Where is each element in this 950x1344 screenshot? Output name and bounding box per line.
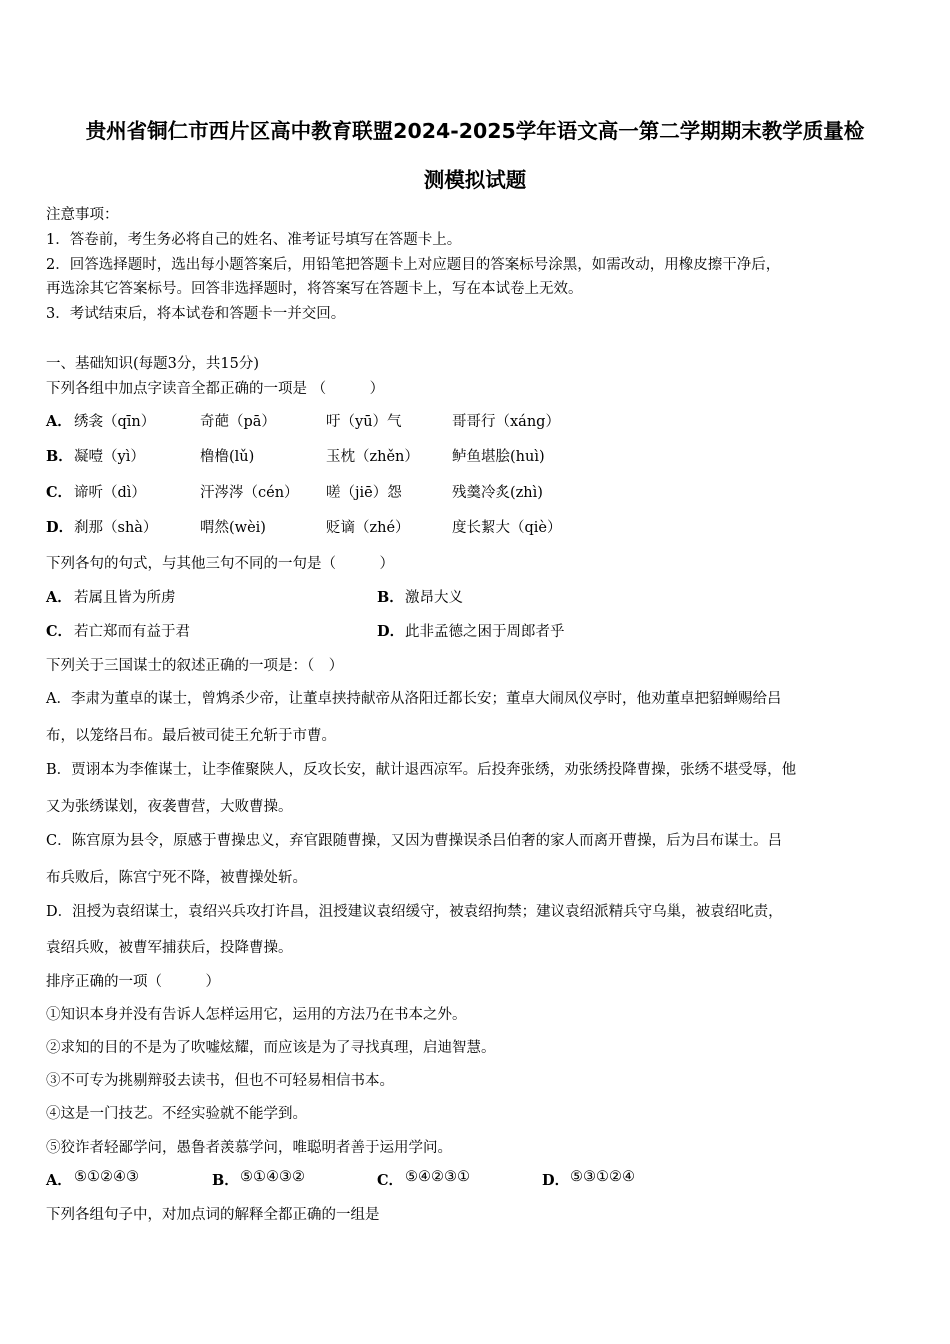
option-label: B． (46, 448, 73, 465)
option-cell: 嗟（jiē）怨 (326, 485, 402, 501)
question-3-line: D．沮授为袁绍谋士，袁绍兴兵攻打许昌，沮授建议袁绍缓守，被袁绍拘禁；建议袁绍派精兵守乌巢，被袁绍叱责， (46, 904, 783, 920)
question-4-item: ④这是一门技艺。不经实验就不能学到。 (46, 1106, 307, 1122)
question-4-item: ②求知的目的不是为了吹嘘炫耀，而应该是为了寻找真理，启迪智慧。 (46, 1040, 496, 1056)
option-label: C． (377, 1172, 404, 1189)
option-cell: 谛听（dì） (74, 485, 146, 501)
question-3-line: 布，以笼络吕布。最后被司徒王允斩于市曹。 (46, 728, 336, 744)
question-4-item: ①知识本身并没有告诉人怎样运用它，运用的方法乃在书本之外。 (46, 1007, 467, 1023)
option-cell: 吁（yū）气 (326, 414, 402, 430)
option-cell: 绣衾（qīn） (74, 414, 156, 430)
option-cell: 喟然(wèi) (200, 520, 266, 536)
option-label: C． (46, 484, 73, 501)
option-cell: 橹橹(lǔ) (200, 449, 255, 465)
option-cell: 凝噎（yì） (74, 449, 145, 465)
option-cell: 哥哥行（xáng） (452, 414, 560, 430)
question-3-stem: 下列关于三国谋士的叙述正确的一项是：（ ） (46, 658, 344, 674)
option-text: 激昂大义 (405, 590, 463, 606)
question-3-line: A．李肃为董卓的谋士，曾鸩杀少帝，让董卓挟持献帝从洛阳迁都长安；董卓大闹凤仪亭时，他劝董卓把貂蝉赐给吕 (46, 691, 782, 707)
option-cell: 奇葩（pā） (200, 414, 276, 430)
option-text: ⑤①②④③ (74, 1169, 139, 1185)
exam-title-line2: 测模拟试题 (423, 168, 527, 192)
option-label: A． (46, 413, 72, 430)
option-text: ⑤③①②④ (570, 1169, 635, 1185)
section-heading: 一、基础知识(每题3分，共15分) (46, 356, 259, 372)
notice-item: 1．答卷前，考生务必将自己的姓名、准考证号填写在答题卡上。 (46, 232, 462, 248)
option-text: ⑤④②③① (405, 1169, 470, 1185)
question-3-line: 布兵败后，陈宫宁死不降，被曹操处斩。 (46, 870, 307, 886)
exam-title-line1: 贵州省铜仁市西片区高中教育联盟2024-2025学年语文高一第二学期期末教学质量检 (85, 119, 865, 143)
option-label: D． (377, 623, 405, 640)
option-cell: 贬谪（zhé） (326, 520, 410, 536)
question-4-item: ③不可专为挑剔辩驳去读书，但也不可轻易相信书本。 (46, 1073, 394, 1089)
question-3-line: 又为张绣谋划，夜袭曹营，大败曹操。 (46, 799, 293, 815)
question-4-stem: 排序正确的一项（ ） (46, 974, 220, 990)
option-cell: 残羹冷炙(zhì) (452, 485, 543, 501)
option-cell: 度长絜大（qiè） (452, 520, 562, 536)
option-cell: 鲈鱼堪脍(huì) (452, 449, 545, 465)
question-3-line: B．贾诩本为李傕谋士，让李傕聚陕人，反攻长安，献计退西凉军。后投奔张绣，劝张绣投降曹操，张绣不堪受辱，他 (46, 762, 797, 778)
option-text: 若属且皆为所虏 (74, 590, 176, 606)
notice-item: 再选涂其它答案标号。回答非选择题时，将答案写在答题卡上，写在本试卷上无效。 (46, 281, 583, 297)
question-1-stem: 下列各组中加点字读音全都正确的一项是 （ ） (46, 381, 385, 397)
option-label: D． (46, 519, 74, 536)
option-text: 此非孟德之困于周郎者乎 (405, 624, 565, 640)
option-cell: 刹那（shà） (74, 520, 158, 536)
option-cell: 玉枕（zhěn） (326, 449, 419, 465)
option-label: A． (46, 589, 72, 606)
question-5-stem: 下列各组句子中，对加点词的解释全都正确的一组是 (46, 1207, 380, 1223)
option-cell: 汗涔涔（cén） (200, 485, 299, 501)
option-text: ⑤①④③② (240, 1169, 305, 1185)
notice-item: 3．考试结束后，将本试卷和答题卡一并交回。 (46, 306, 346, 322)
option-label: C． (46, 623, 73, 640)
notice-item: 2．回答选择题时，选出每小题答案后，用铅笔把答题卡上对应题目的答案标号涂黑，如需改动，用橡皮擦干净后， (46, 257, 781, 273)
notice-heading: 注意事项： (46, 207, 119, 223)
option-label: A． (46, 1172, 72, 1189)
option-text: 若亡郑而有益于君 (74, 624, 190, 640)
question-4-item: ⑤狡诈者轻鄙学问，愚鲁者羡慕学问，唯聪明者善于运用学问。 (46, 1140, 452, 1156)
option-label: B． (377, 589, 404, 606)
option-label: D． (542, 1172, 570, 1189)
question-3-line: 袁绍兵败，被曹军捕获后，投降曹操。 (46, 940, 293, 956)
option-label: B． (212, 1172, 239, 1189)
question-3-line: C．陈宫原为县令，原感于曹操忠义，弃官跟随曹操，又因为曹操误杀吕伯奢的家人而离开曹操，后为吕布谋士。吕 (46, 833, 783, 849)
question-2-stem: 下列各句的句式，与其他三句不同的一句是（ ） (46, 556, 394, 572)
